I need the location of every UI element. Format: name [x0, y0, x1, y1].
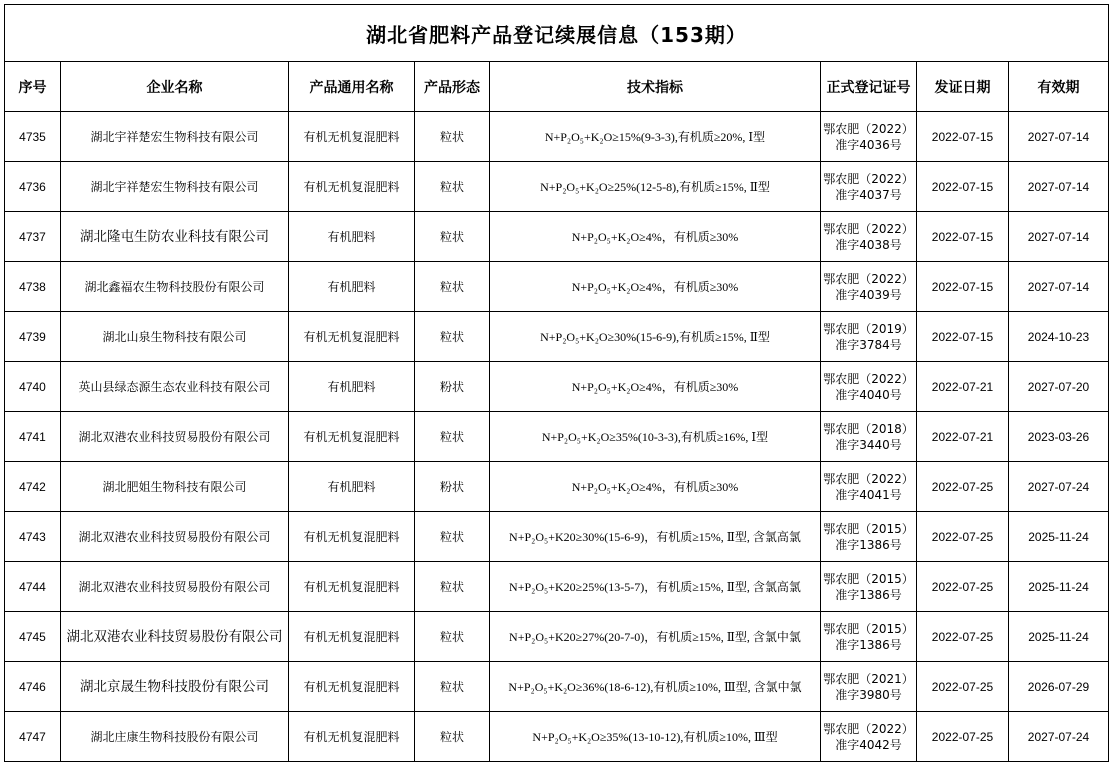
registration-line-1: 鄂农肥（2022） [823, 121, 914, 136]
cell-registration-no [821, 362, 917, 412]
registration-line-1: 鄂农肥（2018） [823, 421, 914, 436]
cell-registration-no [821, 562, 917, 612]
header-tech-spec: 技术指标 [490, 62, 821, 112]
header-company: 企业名称 [61, 62, 289, 112]
table-row [5, 712, 1109, 762]
cell-tech-spec: N+P₂O₅+K20≥30%(15-6-9)，有机质≥15%, Ⅱ型, 含氯高氯 [490, 512, 821, 562]
registration-line-2: 准字4039号 [835, 287, 902, 302]
registration-line-2: 准字3980号 [835, 687, 902, 702]
cell-registration-no [821, 662, 917, 712]
cell-registration-no [821, 512, 917, 562]
cell-product-name: 有机无机复混肥料 [289, 662, 415, 712]
page-title: 湖北省肥料产品登记续展信息（153期） [5, 5, 1109, 62]
registration-line-1: 鄂农肥（2022） [823, 271, 914, 286]
cell-valid-until: 2025-11-24 [1009, 562, 1109, 612]
registration-line-1: 鄂农肥（2021） [823, 671, 914, 686]
cell-company: 湖北双港农业科技贸易股份有限公司 [61, 412, 289, 462]
registration-line-2: 准字4038号 [835, 237, 902, 252]
cell-valid-until: 2027-07-20 [1009, 362, 1109, 412]
header-registration-no: 正式登记证号 [821, 62, 917, 112]
cell-product-name: 有机无机复混肥料 [289, 512, 415, 562]
cell-tech-spec: N+P₂O₅+K₂O≥35%(10-3-3),有机质≥16%, Ⅰ型 [490, 412, 821, 462]
registration-line-1: 鄂农肥（2022） [823, 171, 914, 186]
cell-valid-until: 2023-03-26 [1009, 412, 1109, 462]
cell-valid-until: 2027-07-24 [1009, 712, 1109, 762]
cell-registration-no [821, 412, 917, 462]
registration-line-2: 准字4040号 [835, 387, 902, 402]
cell-valid-until: 2027-07-14 [1009, 112, 1109, 162]
table-body [5, 112, 1109, 762]
registration-line-2: 准字3440号 [835, 437, 902, 452]
cell-issue-date: 2022-07-25 [917, 562, 1009, 612]
cell-tech-spec: N+P₂O₅+K20≥27%(20-7-0)，有机质≥15%, Ⅱ型, 含氯中氯 [490, 612, 821, 662]
cell-company: 湖北宇祥楚宏生物科技有限公司 [61, 112, 289, 162]
cell-issue-date: 2022-07-25 [917, 712, 1009, 762]
cell-no: 4742 [5, 462, 61, 512]
cell-no: 4740 [5, 362, 61, 412]
table-row [5, 612, 1109, 662]
table-row [5, 512, 1109, 562]
table-row [5, 662, 1109, 712]
cell-issue-date: 2022-07-15 [917, 112, 1009, 162]
registration-line-1: 鄂农肥（2022） [823, 371, 914, 386]
cell-no: 4738 [5, 262, 61, 312]
registration-line-2: 准字1386号 [835, 637, 902, 652]
registration-line-2: 准字4041号 [835, 487, 902, 502]
cell-no: 4736 [5, 162, 61, 212]
cell-registration-no [821, 112, 917, 162]
cell-tech-spec: N+P₂O₅+K₂O≥25%(12-5-8),有机质≥15%, Ⅱ型 [490, 162, 821, 212]
title-row [5, 5, 1109, 62]
cell-tech-spec: N+P₂O₅+K₂O≥36%(18-6-12),有机质≥10%, Ⅲ型, 含氯中氯 [490, 662, 821, 712]
cell-no: 4737 [5, 212, 61, 262]
cell-valid-until: 2027-07-24 [1009, 462, 1109, 512]
cell-product-form: 粒状 [415, 112, 490, 162]
cell-no: 4735 [5, 112, 61, 162]
cell-company: 湖北隆屯生防农业科技有限公司 [61, 212, 289, 262]
header-valid-until: 有效期 [1009, 62, 1109, 112]
cell-tech-spec: N+P₂O₅+K₂O≥15%(9-3-3),有机质≥20%, Ⅰ型 [490, 112, 821, 162]
cell-valid-until: 2026-07-29 [1009, 662, 1109, 712]
table-row [5, 462, 1109, 512]
header-no: 序号 [5, 62, 61, 112]
cell-valid-until: 2027-07-14 [1009, 162, 1109, 212]
cell-product-form: 粒状 [415, 562, 490, 612]
cell-registration-no [821, 212, 917, 262]
cell-tech-spec: N+P₂O₅+K₂O≥4%，有机质≥30% [490, 212, 821, 262]
cell-issue-date: 2022-07-15 [917, 312, 1009, 362]
cell-product-form: 粒状 [415, 312, 490, 362]
cell-no: 4739 [5, 312, 61, 362]
cell-issue-date: 2022-07-25 [917, 462, 1009, 512]
cell-issue-date: 2022-07-15 [917, 162, 1009, 212]
cell-product-name: 有机肥料 [289, 362, 415, 412]
cell-tech-spec: N+P₂O₅+K₂O≥4%，有机质≥30% [490, 262, 821, 312]
cell-registration-no [821, 262, 917, 312]
cell-company: 湖北鑫福农生物科技股份有限公司 [61, 262, 289, 312]
registration-line-1: 鄂农肥（2022） [823, 721, 914, 736]
cell-valid-until: 2025-11-24 [1009, 512, 1109, 562]
registration-table [4, 4, 1109, 762]
cell-product-name: 有机肥料 [289, 462, 415, 512]
cell-company: 英山县绿态源生态农业科技有限公司 [61, 362, 289, 412]
cell-issue-date: 2022-07-25 [917, 512, 1009, 562]
cell-tech-spec: N+P₂O₅+K₂O≥4%，有机质≥30% [490, 462, 821, 512]
table-row [5, 562, 1109, 612]
cell-company: 湖北京晟生物科技股份有限公司 [61, 662, 289, 712]
cell-product-name: 有机肥料 [289, 212, 415, 262]
cell-product-name: 有机无机复混肥料 [289, 162, 415, 212]
cell-product-form: 粒状 [415, 712, 490, 762]
registration-line-1: 鄂农肥（2022） [823, 471, 914, 486]
registration-line-2: 准字4036号 [835, 137, 902, 152]
cell-no: 4741 [5, 412, 61, 462]
registration-line-2: 准字1386号 [835, 537, 902, 552]
cell-product-name: 有机无机复混肥料 [289, 562, 415, 612]
table-row [5, 412, 1109, 462]
header-row [5, 62, 1109, 112]
cell-product-name: 有机无机复混肥料 [289, 612, 415, 662]
cell-registration-no [821, 162, 917, 212]
cell-valid-until: 2027-07-14 [1009, 212, 1109, 262]
cell-product-form: 粉状 [415, 362, 490, 412]
registration-line-2: 准字4042号 [835, 737, 902, 752]
cell-no: 4747 [5, 712, 61, 762]
cell-issue-date: 2022-07-15 [917, 212, 1009, 262]
cell-tech-spec: N+P₂O₅+K₂O≥30%(15-6-9),有机质≥15%, Ⅱ型 [490, 312, 821, 362]
cell-registration-no [821, 612, 917, 662]
cell-issue-date: 2022-07-15 [917, 262, 1009, 312]
cell-tech-spec: N+P₂O₅+K20≥25%(13-5-7)，有机质≥15%, Ⅱ型, 含氯高氯 [490, 562, 821, 612]
cell-company: 湖北山泉生物科技有限公司 [61, 312, 289, 362]
cell-no: 4746 [5, 662, 61, 712]
cell-registration-no [821, 712, 917, 762]
registration-line-1: 鄂农肥（2015） [823, 521, 914, 536]
cell-product-form: 粒状 [415, 662, 490, 712]
cell-company: 湖北宇祥楚宏生物科技有限公司 [61, 162, 289, 212]
cell-no: 4744 [5, 562, 61, 612]
cell-product-form: 粒状 [415, 212, 490, 262]
cell-issue-date: 2022-07-21 [917, 412, 1009, 462]
registration-line-1: 鄂农肥（2022） [823, 221, 914, 236]
cell-company: 湖北庄康生物科技股份有限公司 [61, 712, 289, 762]
table-row [5, 312, 1109, 362]
cell-product-form: 粒状 [415, 612, 490, 662]
table-row [5, 362, 1109, 412]
cell-product-form: 粒状 [415, 412, 490, 462]
cell-no: 4745 [5, 612, 61, 662]
registration-line-2: 准字3784号 [835, 337, 902, 352]
registration-line-1: 鄂农肥（2015） [823, 571, 914, 586]
cell-valid-until: 2024-10-23 [1009, 312, 1109, 362]
cell-no: 4743 [5, 512, 61, 562]
cell-valid-until: 2027-07-14 [1009, 262, 1109, 312]
table-row [5, 112, 1109, 162]
header-product-form: 产品形态 [415, 62, 490, 112]
cell-product-form: 粒状 [415, 262, 490, 312]
header-issue-date: 发证日期 [917, 62, 1009, 112]
registration-sheet [4, 4, 1108, 762]
cell-product-name: 有机肥料 [289, 262, 415, 312]
registration-line-1: 鄂农肥（2015） [823, 621, 914, 636]
cell-issue-date: 2022-07-25 [917, 612, 1009, 662]
cell-product-name: 有机无机复混肥料 [289, 312, 415, 362]
registration-line-2: 准字1386号 [835, 587, 902, 602]
cell-issue-date: 2022-07-25 [917, 662, 1009, 712]
cell-company: 湖北双港农业科技贸易股份有限公司 [61, 512, 289, 562]
cell-product-form: 粒状 [415, 512, 490, 562]
cell-valid-until: 2025-11-24 [1009, 612, 1109, 662]
table-row [5, 212, 1109, 262]
cell-issue-date: 2022-07-21 [917, 362, 1009, 412]
cell-tech-spec: N+P₂O₅+K₂O≥4%，有机质≥30% [490, 362, 821, 412]
header-product-name: 产品通用名称 [289, 62, 415, 112]
cell-tech-spec: N+P₂O₅+K₂O≥35%(13-10-12),有机质≥10%, Ⅲ型 [490, 712, 821, 762]
cell-product-form: 粒状 [415, 162, 490, 212]
cell-product-name: 有机无机复混肥料 [289, 112, 415, 162]
registration-line-2: 准字4037号 [835, 187, 902, 202]
cell-company: 湖北肥姐生物科技有限公司 [61, 462, 289, 512]
cell-product-name: 有机无机复混肥料 [289, 412, 415, 462]
table-row [5, 262, 1109, 312]
cell-product-name: 有机无机复混肥料 [289, 712, 415, 762]
cell-product-form: 粉状 [415, 462, 490, 512]
table-row [5, 162, 1109, 212]
registration-line-1: 鄂农肥（2019） [823, 321, 914, 336]
cell-registration-no [821, 462, 917, 512]
cell-company: 湖北双港农业科技贸易股份有限公司 [61, 612, 289, 662]
cell-registration-no [821, 312, 917, 362]
cell-company: 湖北双港农业科技贸易股份有限公司 [61, 562, 289, 612]
